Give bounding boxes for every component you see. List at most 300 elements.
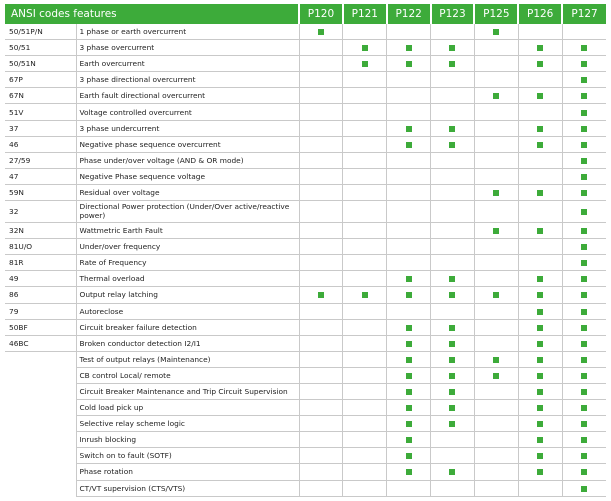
green-square-icon xyxy=(493,357,499,363)
green-square-icon xyxy=(537,126,543,132)
model-support-cell xyxy=(387,480,431,496)
model-support-cell xyxy=(518,72,562,88)
model-support-cell xyxy=(343,152,387,168)
green-square-icon xyxy=(537,469,543,475)
model-support-cell xyxy=(431,416,475,432)
green-square-icon xyxy=(537,453,543,459)
ansi-code-cell: 32 xyxy=(5,201,76,223)
model-support-cell xyxy=(299,351,343,367)
model-support-cell xyxy=(518,383,562,399)
model-support-cell xyxy=(387,255,431,271)
model-support-cell xyxy=(562,88,606,104)
model-support-cell xyxy=(474,88,518,104)
green-square-icon xyxy=(581,437,587,443)
model-support-cell xyxy=(562,72,606,88)
model-support-cell xyxy=(518,40,562,56)
model-support-cell xyxy=(299,184,343,200)
model-support-cell xyxy=(562,400,606,416)
green-square-icon xyxy=(581,190,587,196)
ansi-code-cell xyxy=(5,464,76,480)
ansi-code-cell xyxy=(5,480,76,496)
green-square-icon xyxy=(581,341,587,347)
model-support-cell xyxy=(431,271,475,287)
green-square-icon xyxy=(493,292,499,298)
table-row xyxy=(5,239,606,255)
green-square-icon xyxy=(581,325,587,331)
model-support-cell xyxy=(562,271,606,287)
green-square-icon xyxy=(449,325,455,331)
green-square-icon xyxy=(449,405,455,411)
model-support-cell xyxy=(518,351,562,367)
model-support-cell xyxy=(518,367,562,383)
model-support-cell xyxy=(474,400,518,416)
green-square-icon xyxy=(406,276,412,282)
model-support-cell xyxy=(562,255,606,271)
ansi-code-cell: 49 xyxy=(5,271,76,287)
model-support-cell xyxy=(299,72,343,88)
model-support-cell xyxy=(431,152,475,168)
green-square-icon xyxy=(581,405,587,411)
model-support-cell xyxy=(387,287,431,303)
green-square-icon xyxy=(581,486,587,492)
green-square-icon xyxy=(362,61,368,67)
ansi-code-cell xyxy=(5,400,76,416)
model-support-cell xyxy=(518,120,562,136)
model-support-cell xyxy=(431,201,475,223)
model-support-cell xyxy=(387,448,431,464)
model-support-cell xyxy=(343,319,387,335)
model-support-cell xyxy=(299,24,343,40)
green-square-icon xyxy=(493,228,499,234)
model-support-cell xyxy=(343,72,387,88)
model-support-cell xyxy=(343,303,387,319)
ansi-code-cell: 79 xyxy=(5,303,76,319)
model-support-cell xyxy=(299,480,343,496)
model-support-cell xyxy=(299,40,343,56)
green-square-icon xyxy=(406,325,412,331)
feature-cell: Test of output relays (Maintenance) xyxy=(76,351,299,367)
model-support-cell xyxy=(299,255,343,271)
feature-cell: 1 phase or earth overcurrent xyxy=(76,24,299,40)
model-support-cell xyxy=(431,184,475,200)
model-support-cell xyxy=(387,104,431,120)
ansi-features-table xyxy=(5,4,606,497)
model-support-cell xyxy=(562,480,606,496)
table-row xyxy=(5,416,606,432)
model-support-cell xyxy=(431,464,475,480)
table-row xyxy=(5,432,606,448)
model-support-cell xyxy=(299,168,343,184)
model-support-cell xyxy=(343,383,387,399)
model-support-cell xyxy=(299,319,343,335)
model-support-cell xyxy=(343,464,387,480)
green-square-icon xyxy=(581,469,587,475)
feature-cell: Circuit Breaker Maintenance and Trip Circuit Supervision xyxy=(76,383,299,399)
model-support-cell xyxy=(431,56,475,72)
model-support-cell xyxy=(474,287,518,303)
model-support-cell xyxy=(518,271,562,287)
feature-cell: Earth fault directional overcurrent xyxy=(76,88,299,104)
ansi-code-cell: 59N xyxy=(5,184,76,200)
green-square-icon xyxy=(581,126,587,132)
model-support-cell xyxy=(387,168,431,184)
model-support-cell xyxy=(299,120,343,136)
model-support-cell xyxy=(562,152,606,168)
model-support-cell xyxy=(562,56,606,72)
model-support-cell xyxy=(474,24,518,40)
table-row xyxy=(5,383,606,399)
green-square-icon xyxy=(406,437,412,443)
model-support-cell xyxy=(562,168,606,184)
green-square-icon xyxy=(318,292,324,298)
green-square-icon xyxy=(493,93,499,99)
model-support-cell xyxy=(387,40,431,56)
feature-cell: Rate of Frequency xyxy=(76,255,299,271)
model-support-cell xyxy=(474,448,518,464)
model-support-cell xyxy=(431,432,475,448)
model-support-cell xyxy=(299,432,343,448)
model-support-cell xyxy=(299,152,343,168)
model-support-cell xyxy=(299,223,343,239)
table-row xyxy=(5,351,606,367)
model-support-cell xyxy=(562,448,606,464)
model-support-cell xyxy=(387,319,431,335)
model-support-cell xyxy=(518,168,562,184)
table-body xyxy=(5,24,606,496)
model-support-cell xyxy=(343,104,387,120)
model-support-cell xyxy=(474,40,518,56)
model-support-cell xyxy=(299,448,343,464)
green-square-icon xyxy=(537,373,543,379)
feature-cell: Cold load pick up xyxy=(76,400,299,416)
feature-cell: Under/over frequency xyxy=(76,239,299,255)
ansi-code-cell: 67N xyxy=(5,88,76,104)
model-support-cell xyxy=(431,303,475,319)
table-row xyxy=(5,56,606,72)
ansi-code-cell: 46 xyxy=(5,136,76,152)
model-support-cell xyxy=(387,335,431,351)
ansi-code-cell xyxy=(5,416,76,432)
model-support-cell xyxy=(343,448,387,464)
model-support-cell xyxy=(562,104,606,120)
table-row xyxy=(5,448,606,464)
model-support-cell xyxy=(474,56,518,72)
model-support-cell xyxy=(474,335,518,351)
model-support-cell xyxy=(343,416,387,432)
ansi-code-cell: 50/51P/N xyxy=(5,24,76,40)
green-square-icon xyxy=(537,357,543,363)
green-square-icon xyxy=(581,389,587,395)
feature-cell: Inrush blocking xyxy=(76,432,299,448)
green-square-icon xyxy=(537,309,543,315)
model-support-cell xyxy=(343,400,387,416)
ansi-code-cell: 50/51N xyxy=(5,56,76,72)
model-support-cell xyxy=(562,24,606,40)
model-header-p122: P122 xyxy=(387,4,431,24)
model-support-cell xyxy=(299,464,343,480)
model-support-cell xyxy=(387,383,431,399)
feature-cell: Directional Power protection (Under/Over active/reactive power) xyxy=(76,201,299,223)
ansi-code-cell: 86 xyxy=(5,287,76,303)
model-header-p120: P120 xyxy=(299,4,343,24)
green-square-icon xyxy=(449,469,455,475)
green-square-icon xyxy=(449,142,455,148)
green-square-icon xyxy=(581,357,587,363)
model-support-cell xyxy=(431,383,475,399)
ansi-code-cell xyxy=(5,351,76,367)
model-support-cell xyxy=(299,201,343,223)
model-support-cell xyxy=(299,239,343,255)
green-square-icon xyxy=(581,142,587,148)
model-support-cell xyxy=(518,335,562,351)
model-support-cell xyxy=(474,168,518,184)
green-square-icon xyxy=(493,29,499,35)
model-support-cell xyxy=(518,201,562,223)
model-support-cell xyxy=(387,201,431,223)
model-support-cell xyxy=(387,72,431,88)
green-square-icon xyxy=(449,341,455,347)
model-support-cell xyxy=(518,287,562,303)
model-support-cell xyxy=(518,448,562,464)
model-support-cell xyxy=(431,239,475,255)
model-support-cell xyxy=(299,104,343,120)
table-row xyxy=(5,88,606,104)
green-square-icon xyxy=(581,453,587,459)
green-square-icon xyxy=(581,292,587,298)
model-support-cell xyxy=(343,120,387,136)
feature-cell: Residual over voltage xyxy=(76,184,299,200)
ansi-code-cell: 81U/O xyxy=(5,239,76,255)
model-support-cell xyxy=(562,287,606,303)
model-header-p121: P121 xyxy=(343,4,387,24)
model-support-cell xyxy=(387,88,431,104)
model-support-cell xyxy=(562,201,606,223)
green-square-icon xyxy=(406,142,412,148)
model-support-cell xyxy=(518,104,562,120)
model-support-cell xyxy=(299,335,343,351)
feature-cell: CT/VT supervision (CTS/VTS) xyxy=(76,480,299,496)
model-support-cell xyxy=(431,72,475,88)
green-square-icon xyxy=(581,276,587,282)
model-support-cell xyxy=(474,104,518,120)
model-support-cell xyxy=(387,303,431,319)
green-square-icon xyxy=(318,29,324,35)
green-square-icon xyxy=(449,61,455,67)
model-header-p127: P127 xyxy=(562,4,606,24)
table-row xyxy=(5,367,606,383)
model-support-cell xyxy=(431,367,475,383)
model-support-cell xyxy=(431,40,475,56)
table-row xyxy=(5,201,606,223)
model-support-cell xyxy=(387,367,431,383)
model-header-p123: P123 xyxy=(431,4,475,24)
table-row xyxy=(5,120,606,136)
model-support-cell xyxy=(474,351,518,367)
model-support-cell xyxy=(518,24,562,40)
table-row xyxy=(5,136,606,152)
table-row xyxy=(5,24,606,40)
ansi-code-cell: 47 xyxy=(5,168,76,184)
model-support-cell xyxy=(299,367,343,383)
model-support-cell xyxy=(474,367,518,383)
ansi-features-table-container xyxy=(5,4,606,497)
green-square-icon xyxy=(406,45,412,51)
model-support-cell xyxy=(343,351,387,367)
model-support-cell xyxy=(474,72,518,88)
model-support-cell xyxy=(343,480,387,496)
model-header-p125: P125 xyxy=(474,4,518,24)
model-support-cell xyxy=(343,287,387,303)
green-square-icon xyxy=(581,174,587,180)
green-square-icon xyxy=(537,61,543,67)
model-support-cell xyxy=(474,271,518,287)
model-support-cell xyxy=(343,184,387,200)
table-row xyxy=(5,184,606,200)
model-support-cell xyxy=(518,184,562,200)
green-square-icon xyxy=(537,276,543,282)
table-row xyxy=(5,168,606,184)
green-square-icon xyxy=(581,61,587,67)
model-support-cell xyxy=(299,56,343,72)
ansi-code-cell: 67P xyxy=(5,72,76,88)
model-support-cell xyxy=(474,303,518,319)
green-square-icon xyxy=(537,341,543,347)
model-support-cell xyxy=(387,351,431,367)
feature-cell: 3 phase overcurrent xyxy=(76,40,299,56)
model-support-cell xyxy=(343,255,387,271)
model-support-cell xyxy=(431,24,475,40)
feature-cell: Thermal overload xyxy=(76,271,299,287)
table-row xyxy=(5,223,606,239)
green-square-icon xyxy=(537,437,543,443)
table-row xyxy=(5,287,606,303)
green-square-icon xyxy=(449,357,455,363)
green-square-icon xyxy=(581,110,587,116)
model-support-cell xyxy=(299,416,343,432)
feature-cell: Negative phase sequence overcurrent xyxy=(76,136,299,152)
ansi-code-cell: 81R xyxy=(5,255,76,271)
model-support-cell xyxy=(518,136,562,152)
feature-cell: Voltage controlled overcurrent xyxy=(76,104,299,120)
green-square-icon xyxy=(581,421,587,427)
model-support-cell xyxy=(299,271,343,287)
green-square-icon xyxy=(449,389,455,395)
table-row xyxy=(5,40,606,56)
model-support-cell xyxy=(431,120,475,136)
table-row xyxy=(5,152,606,168)
model-support-cell xyxy=(474,120,518,136)
ansi-code-cell: 46BC xyxy=(5,335,76,351)
model-support-cell xyxy=(474,464,518,480)
model-support-cell xyxy=(431,480,475,496)
model-support-cell xyxy=(562,239,606,255)
model-support-cell xyxy=(387,464,431,480)
model-support-cell xyxy=(387,152,431,168)
model-support-cell xyxy=(474,416,518,432)
model-support-cell xyxy=(299,88,343,104)
model-support-cell xyxy=(431,104,475,120)
model-support-cell xyxy=(387,56,431,72)
green-square-icon xyxy=(581,77,587,83)
model-support-cell xyxy=(518,480,562,496)
ansi-code-cell: 27/59 xyxy=(5,152,76,168)
green-square-icon xyxy=(581,209,587,215)
model-support-cell xyxy=(562,120,606,136)
model-support-cell xyxy=(343,271,387,287)
model-support-cell xyxy=(343,24,387,40)
model-support-cell xyxy=(299,136,343,152)
green-square-icon xyxy=(537,292,543,298)
feature-cell: Selective relay scheme logic xyxy=(76,416,299,432)
model-support-cell xyxy=(431,448,475,464)
model-support-cell xyxy=(518,464,562,480)
green-square-icon xyxy=(537,325,543,331)
model-support-cell xyxy=(518,152,562,168)
header-row xyxy=(5,4,606,24)
ansi-code-cell: 51V xyxy=(5,104,76,120)
green-square-icon xyxy=(406,453,412,459)
model-support-cell xyxy=(387,239,431,255)
green-square-icon xyxy=(362,45,368,51)
model-support-cell xyxy=(474,239,518,255)
model-support-cell xyxy=(518,239,562,255)
green-square-icon xyxy=(406,61,412,67)
green-square-icon xyxy=(537,405,543,411)
table-row xyxy=(5,335,606,351)
model-support-cell xyxy=(343,201,387,223)
green-square-icon xyxy=(581,244,587,250)
table-row xyxy=(5,400,606,416)
model-support-cell xyxy=(474,319,518,335)
model-support-cell xyxy=(518,303,562,319)
ansi-code-cell: 50BF xyxy=(5,319,76,335)
model-support-cell xyxy=(431,255,475,271)
green-square-icon xyxy=(581,93,587,99)
model-support-cell xyxy=(431,88,475,104)
table-title: ANSI codes features xyxy=(5,4,299,24)
green-square-icon xyxy=(493,190,499,196)
table-row xyxy=(5,271,606,287)
model-support-cell xyxy=(431,136,475,152)
table-row xyxy=(5,303,606,319)
model-support-cell xyxy=(343,88,387,104)
green-square-icon xyxy=(406,357,412,363)
model-support-cell xyxy=(562,303,606,319)
ansi-code-cell xyxy=(5,367,76,383)
model-support-cell xyxy=(562,432,606,448)
model-support-cell xyxy=(343,432,387,448)
feature-cell: Switch on to fault (SOTF) xyxy=(76,448,299,464)
feature-cell: 3 phase directional overcurrent xyxy=(76,72,299,88)
ansi-code-cell: 32N xyxy=(5,223,76,239)
green-square-icon xyxy=(537,389,543,395)
green-square-icon xyxy=(493,373,499,379)
green-square-icon xyxy=(581,45,587,51)
green-square-icon xyxy=(581,309,587,315)
model-support-cell xyxy=(562,184,606,200)
ansi-code-cell: 50/51 xyxy=(5,40,76,56)
model-support-cell xyxy=(387,120,431,136)
ansi-code-cell: 37 xyxy=(5,120,76,136)
green-square-icon xyxy=(581,373,587,379)
model-support-cell xyxy=(343,40,387,56)
table-row xyxy=(5,464,606,480)
model-support-cell xyxy=(474,201,518,223)
model-support-cell xyxy=(562,223,606,239)
model-support-cell xyxy=(474,223,518,239)
green-square-icon xyxy=(406,421,412,427)
model-support-cell xyxy=(474,480,518,496)
